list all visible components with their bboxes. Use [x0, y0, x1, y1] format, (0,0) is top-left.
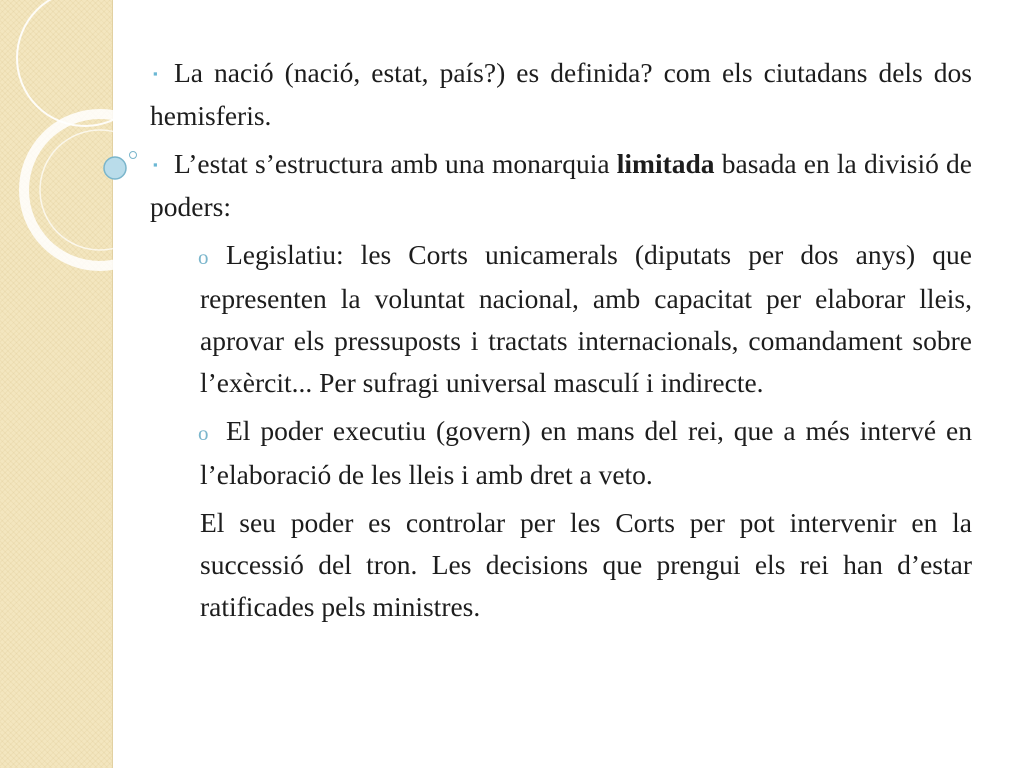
text: La nació (nació, estat, país?) es definida? com els ciutadans dels dos hemisferis. — [150, 57, 972, 131]
slide-body — [150, 52, 972, 634]
text: L’estat s’estructura amb una monarquia — [174, 148, 617, 179]
bullet-4 — [200, 410, 972, 496]
bullet-5 — [200, 502, 972, 628]
text: El seu poder es controlar per les Corts per pot intervenir en la successió del tron. Les decisions que prengui els rei han d’estar ratificades pels ministres. — [200, 507, 972, 622]
bullet-1 — [150, 52, 972, 137]
bullet-2 — [150, 143, 972, 228]
decorative-side-band — [0, 0, 113, 768]
square-bullet-icon: ▪ — [153, 157, 158, 172]
text: basada en la divisió de poders: — [150, 148, 972, 222]
circle-bullet-icon: o — [198, 421, 209, 445]
bold-text: limitada — [616, 148, 715, 179]
text: Legislatiu: les Corts unicamerals (diputats per dos anys) que representen la voluntat nacional, amb capacitat per elaborar lleis, aprovar els pressuposts i tractats internacionals, comandament sobre l’exèrcit... Per sufragi universal masculí i indirecte. — [200, 239, 972, 398]
decorative-dot-small — [130, 152, 137, 159]
text: El poder executiu (govern) en mans del rei, que a més intervé en l’elaboració de les lleis i amb dret a veto. — [200, 415, 972, 490]
circle-bullet-icon: o — [198, 245, 209, 269]
square-bullet-icon: ▪ — [153, 66, 158, 81]
bullet-3 — [200, 234, 972, 404]
